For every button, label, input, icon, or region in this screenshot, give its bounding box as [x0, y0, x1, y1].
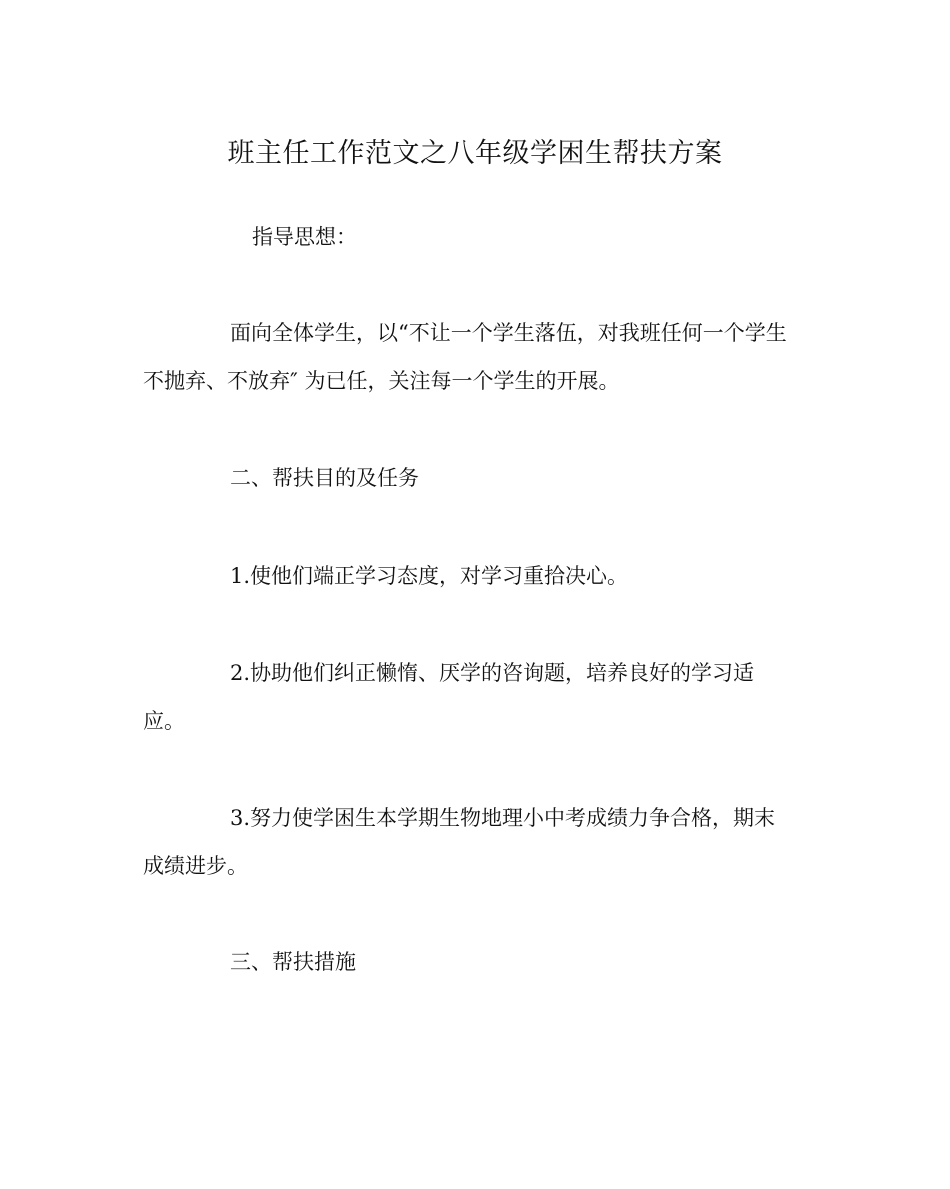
list-item-1: 1.使他们端正学习态度，对学习重拾决心。	[230, 564, 629, 588]
list-item-2: 2.协助他们纠正懒惰、厌学的咨询题，培养良好的学习适	[230, 661, 755, 685]
list-item-3-continued: 成绩进步。	[143, 854, 248, 878]
heading-guiding-thought: 指导思想：	[252, 225, 357, 249]
paragraph-line: 面向全体学生，以“不让一个学生落伍，对我班任何一个学生	[230, 321, 787, 345]
list-item-3: 3.努力使学困生本学期生物地理小中考成绩力争合格，期末	[230, 806, 776, 830]
list-item-2-continued: 应。	[143, 709, 185, 733]
document-title: 班主任工作范文之八年级学困生帮扶方案	[227, 138, 723, 169]
heading-section-two: 二、帮扶目的及任务	[230, 466, 419, 490]
heading-section-three: 三、帮扶措施	[230, 950, 356, 974]
paragraph-line: 不抛弃、不放弃″ 为已任，关注每一个学生的开展。	[143, 369, 620, 393]
